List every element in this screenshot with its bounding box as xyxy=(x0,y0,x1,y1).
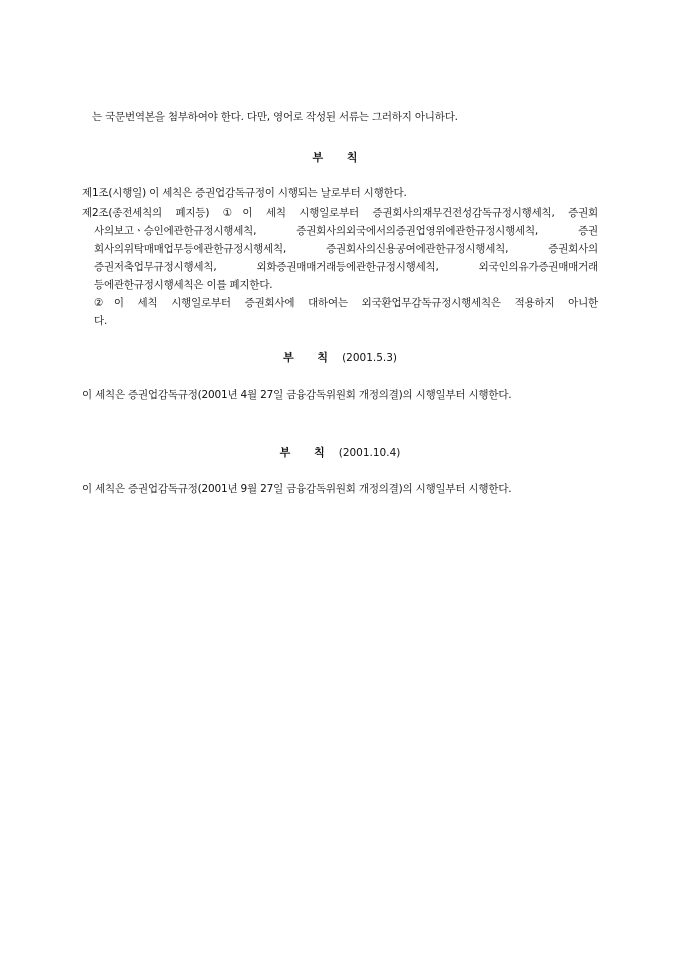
article-2-line-2: 사의보고ㆍ승인에관한규정시행세칙, 증권회사의외국에서의증권업영위에관한규정시행세칙, 증권 xyxy=(94,225,598,237)
supplement-heading-2-title: 부 칙 xyxy=(282,351,339,364)
article-2-line-6: ②이 세칙 시행일로부터 증권회사에 대하여는 외국환업무감독규정시행세칙은 적용하지 아니한 xyxy=(94,297,598,309)
article-2-line-5: 등에관한규정시행세칙은 이를 폐지한다. xyxy=(94,279,273,291)
supplement-3-body: 이 세칙은 증권업감독규정(2001년 9월 27일 금융감독위원회 개정의결)의 시행일부터 시행한다. xyxy=(82,483,512,495)
supplement-heading-3 xyxy=(0,446,680,460)
supplement-heading-2-date: (2001.5.3) xyxy=(342,352,398,364)
supplement-heading-1 xyxy=(0,151,680,165)
intro-line: 는 국문번역본을 첨부하여야 한다. 다만, 영어로 작성된 서류는 그러하지 아니하다. xyxy=(92,111,458,123)
supplement-2-body: 이 세칙은 증권업감독규정(2001년 4월 27일 금융감독위원회 개정의결)의 시행일부터 시행한다. xyxy=(82,389,512,401)
supplement-heading-3-date: (2001.10.4) xyxy=(338,447,401,459)
article-2-line-4: 증권저축업무규정시행세칙, 외화증권매매거래등에관한규정시행세칙, 외국인의유가증권매매거래 xyxy=(94,261,598,273)
supplement-heading-3-title: 부 칙 xyxy=(279,446,335,459)
article-2-line-7: 다. xyxy=(94,315,108,327)
article-2-line-1: 제2조(종전세칙의 폐지등) ①이 세칙 시행일로부터 증권회사의재무건전성감독규정시행세칙, 증권회 xyxy=(82,207,598,219)
supplement-heading-1-title: 부 칙 xyxy=(312,151,368,164)
article-2-line-3: 회사의위탁매매업무등에관한규정시행세칙, 증권회사의신용공여에관한규정시행세칙, 증권회사의 xyxy=(94,243,598,255)
article-1: 제1조(시행일) 이 세칙은 증권업감독규정이 시행되는 날로부터 시행한다. xyxy=(82,187,407,199)
supplement-heading-2 xyxy=(0,351,680,365)
